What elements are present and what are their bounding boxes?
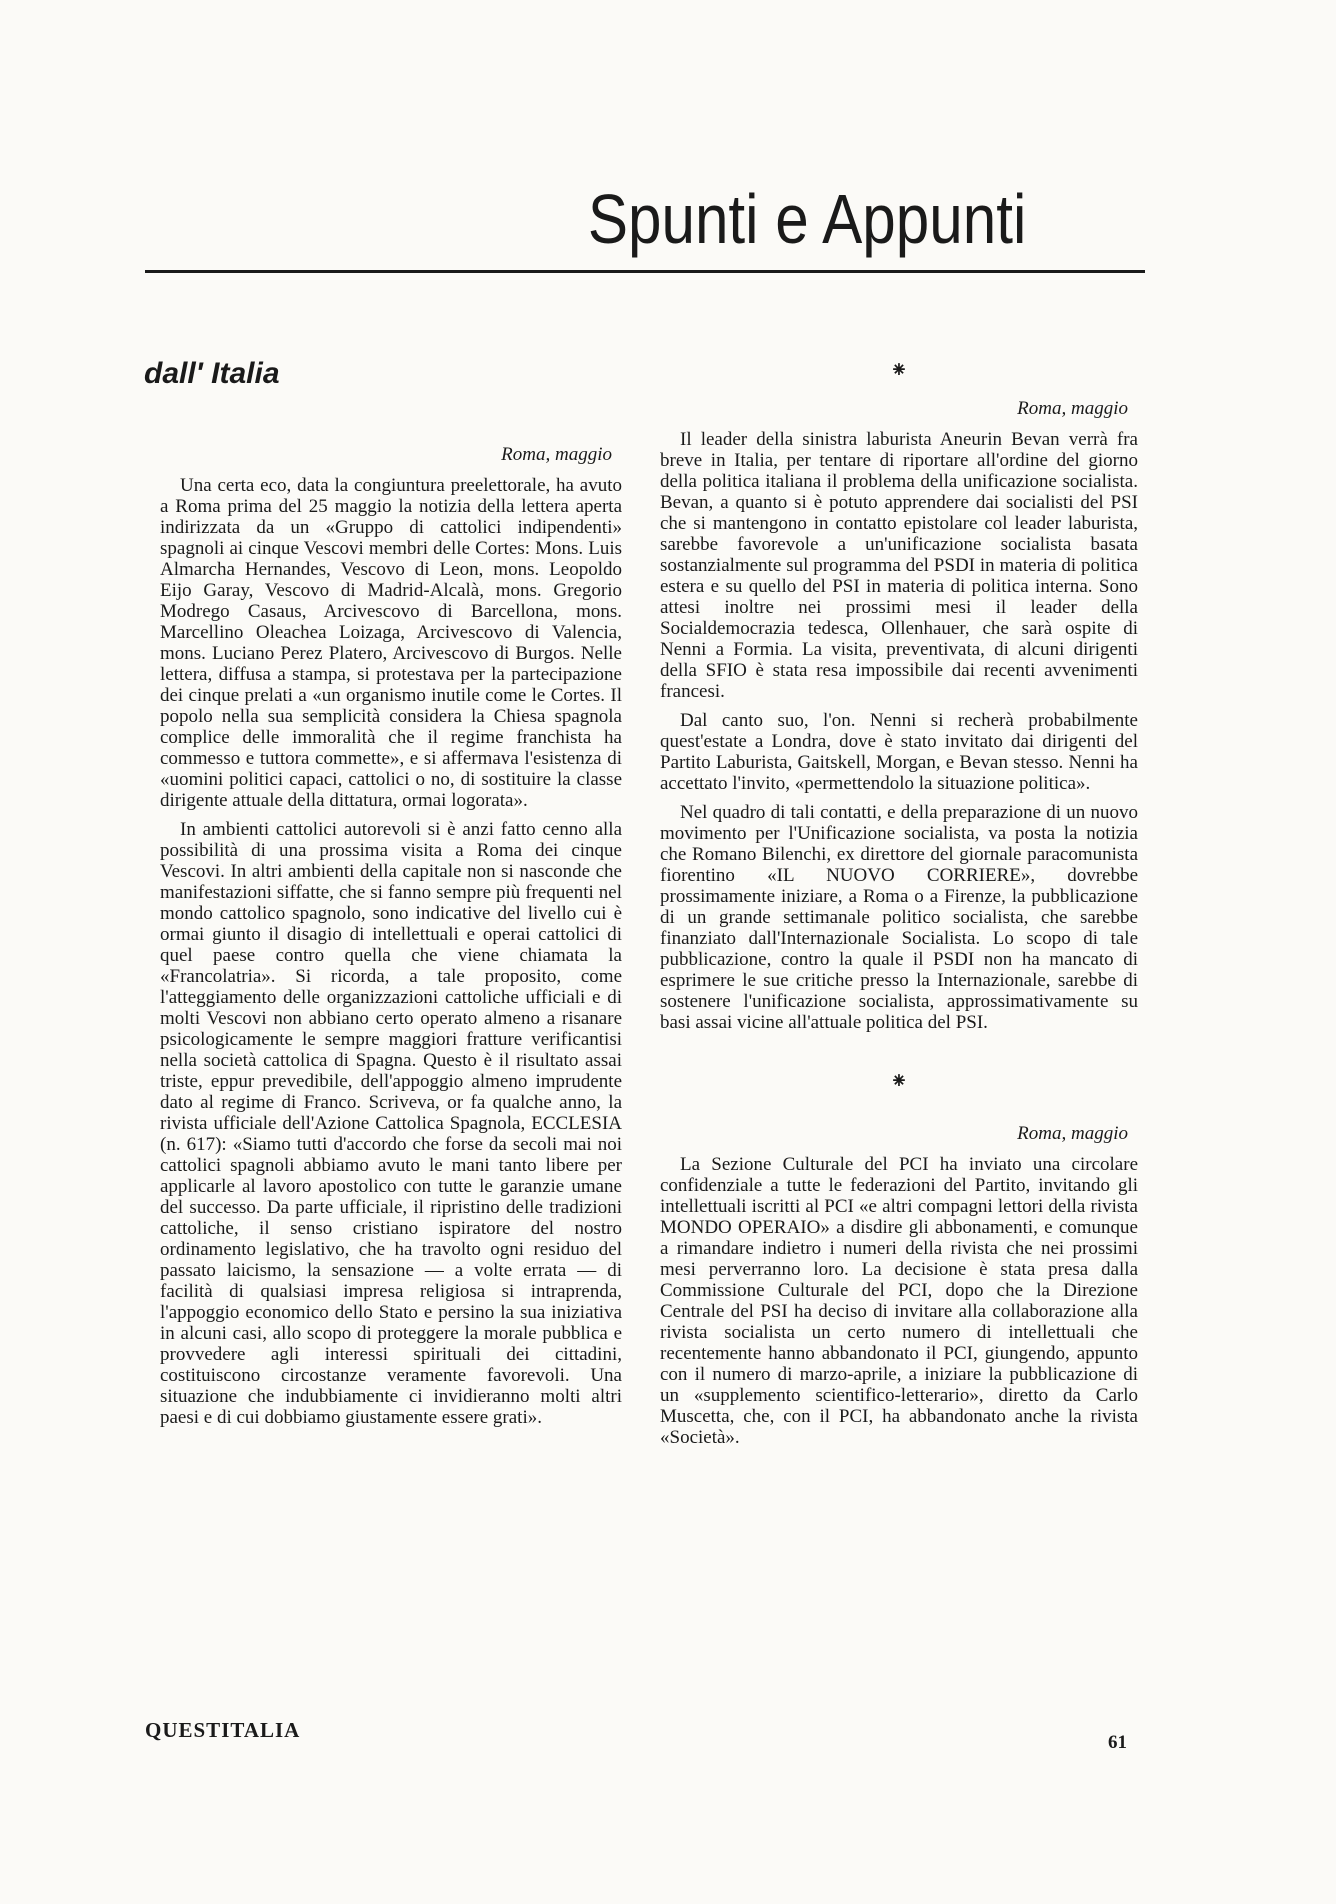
- section-heading: dall' Italia: [144, 357, 280, 390]
- title-rule: [145, 270, 1145, 273]
- page-number: 61: [1108, 1732, 1127, 1753]
- article-paragraph: Dal canto suo, l'on. Nenni si recherà probabilmente quest'estate a Londra, dove è stato invitato dai dirigenti del Partito Laburista, Gaitskell, Morgan, e Bevan stesso. Nenni ha accettato l'invito, «permettendolo la situazione politica».: [660, 710, 1138, 794]
- publication-name: QUESTITALIA: [145, 1718, 301, 1742]
- left-column: [144, 356, 622, 1436]
- dateline: Roma, maggio: [1017, 1123, 1128, 1144]
- article-paragraph: La Sezione Culturale del PCI ha inviato una circolare confidenziale a tutte le federazioni del Partito, invitando gli intellettuali iscritti al PCI «e altri compagni lettori della rivista MONDO OPERAIO» a disdire gli abbonamenti, e comunque a rimandare indietro i numeri della rivista che nei prossimi mesi perverranno loro. La decisione è stata presa dalla Commissione Culturale del PCI, dopo che la Direzione Centrale del PSI ha deciso di invitare alla collaborazione alla rivista socialista un certo numero di intellettuali che recentemente hanno abbandonato il PCI, giungendo, appunto con il numero di marzo-aprile, a iniziare la pubblicazione di un «supplemento scientifico-letterario», diretto da Carlo Muscetta, che, con il PCI, ha abbandonato anche la rivista «Società».: [660, 1154, 1138, 1448]
- article-paragraph: Nel quadro di tali contatti, e della preparazione di un nuovo movimento per l'Unificazione socialista, va posta la notizia che Romano Bilenchi, ex direttore del giornale paracomunista fiorentino «IL NUOVO CORRIERE», dovrebbe prossimamente iniziare, a Roma o a Firenze, la pubblicazione di un grande settimanale politico socialista, che sarebbe finanziato dall'Internazionale Socialista. Lo scopo di tale pubblicazione, contro la quale il PSDI non ha mancato di esprimere le sue critiche presso la Internazionale, sarebbe di sostenere l'unificazione socialista, approssimativamente su basi assai vicine all'attuale politica del PSI.: [660, 802, 1138, 1033]
- page-title: Spunti e Appunti: [587, 180, 1027, 258]
- article-paragraph: In ambienti cattolici autorevoli si è anzi fatto cenno alla possibilità di una prossima visita a Roma dei cinque Vescovi. In altri ambienti della capitale non si nasconde che manifestazioni siffatte, che si fanno sempre più frequenti nel mondo cattolico spagnolo, sono indicative del livello cui è ormai giunto il disagio di intellettuali e operai cattolici di quel paese contro quella che viene chiamata la «Francolatria». Si ricorda, a tale proposito, come l'atteggiamento delle organizzazioni cattoliche ufficiali e di molti Vescovi non abbiano certo operato almeno a risanare psicologicamente le sempre maggiori fratture verificantisi nella società cattolica di Spagna. Questo è il risultato assai triste, eppur prevedibile, dell'appoggio almeno imprudente dato al regime di Franco. Scriveva, or fa qualche anno, la rivista ufficiale dell'Azione Cattolica Spagnola, ECCLESIA (n. 617): «Siamo tutti d'accordo che forse da secoli mai noi cattolici spagnoli abbiamo avuto le mani tanto libere per applicarle al lavoro apostolico con tutte le garanzie umane del successo. Da parte ufficiale, il ripristino delle tradizioni cattoliche, il senso cristiano ispiratore del nostro ordinamento legislativo, che ha travolto ogni residuo del passato laicismo, la sensazione — a volte errata — di facilità di qualsiasi impresa religiosa si intraprenda, l'appoggio economico dello Stato e persino la sua iniziativa in alcuni casi, allo scopo di proteggere la morale pubblica e provvedere agli interessi spirituali dei cittadini, costituiscono circostanze veramente favorevoli. Una situazione che indubbiamente ci invidieranno molti altri paesi e di cui dobbiamo giustamente essere grati».: [160, 819, 622, 1428]
- asterism-separator: ⁕: [889, 1069, 909, 1094]
- dateline: Roma, maggio: [1017, 398, 1128, 419]
- asterism-separator: ⁕: [889, 358, 909, 383]
- article-paragraph: Il leader della sinistra laburista Aneurin Bevan verrà fra breve in Italia, per tentare di riportare all'ordine del giorno della politica italiana il problema della unificazione socialista. Bevan, a quanto si è potuto apprendere dai socialisti del PSI che si mantengono in contatto epistolare col leader laburista, sarebbe favorevole a un'unificazione socialista basata sostanzialmente sul programma del PSDI in materia di politica estera e su quello del PSI in materia di politica interna. Sono attesi inoltre nei prossimi mesi il leader della Socialdemocrazia tedesca, Ollenhauer, che sarà ospite di Nenni a Formia. La visita, preventivata, di alcuni dirigenti della SFIO è stata resa impossibile dai recenti avvenimenti francesi.: [660, 429, 1138, 702]
- dateline: Roma, maggio: [501, 444, 612, 465]
- article-paragraph: Una certa eco, data la congiuntura preelettorale, ha avuto a Roma prima del 25 maggio la notizia della lettera aperta indirizzata da un «Gruppo di cattolici indipendenti» spagnoli ai cinque Vescovi membri delle Cortes: Mons. Luis Almarcha Hernandes, Vescovo di Leon, mons. Leopoldo Eijo Garay, Vescovo di Madrid-Alcalà, mons. Gregorio Modrego Casaus, Arcivescovo di Barcellona, mons. Marcellino Oleachea Loizaga, Arcivescovo di Valencia, mons. Luciano Perez Platero, Arcivescovo di Burgos. Nelle lettera, diffusa a stampa, si protestava per la partecipazione dei cinque prelati a «un organismo inutile come le Cortes. Il popolo nella sua semplicità considera la Chiesa spagnola complice delle immoralità che il regime franchista ha commesso e tuttora commette», e si affermava l'esistenza di «uomini politici capaci, cattolici o no, di sostituire la classe dirigente attuale della dittatura, ormai logorata».: [160, 475, 622, 811]
- right-column: [660, 356, 1138, 1456]
